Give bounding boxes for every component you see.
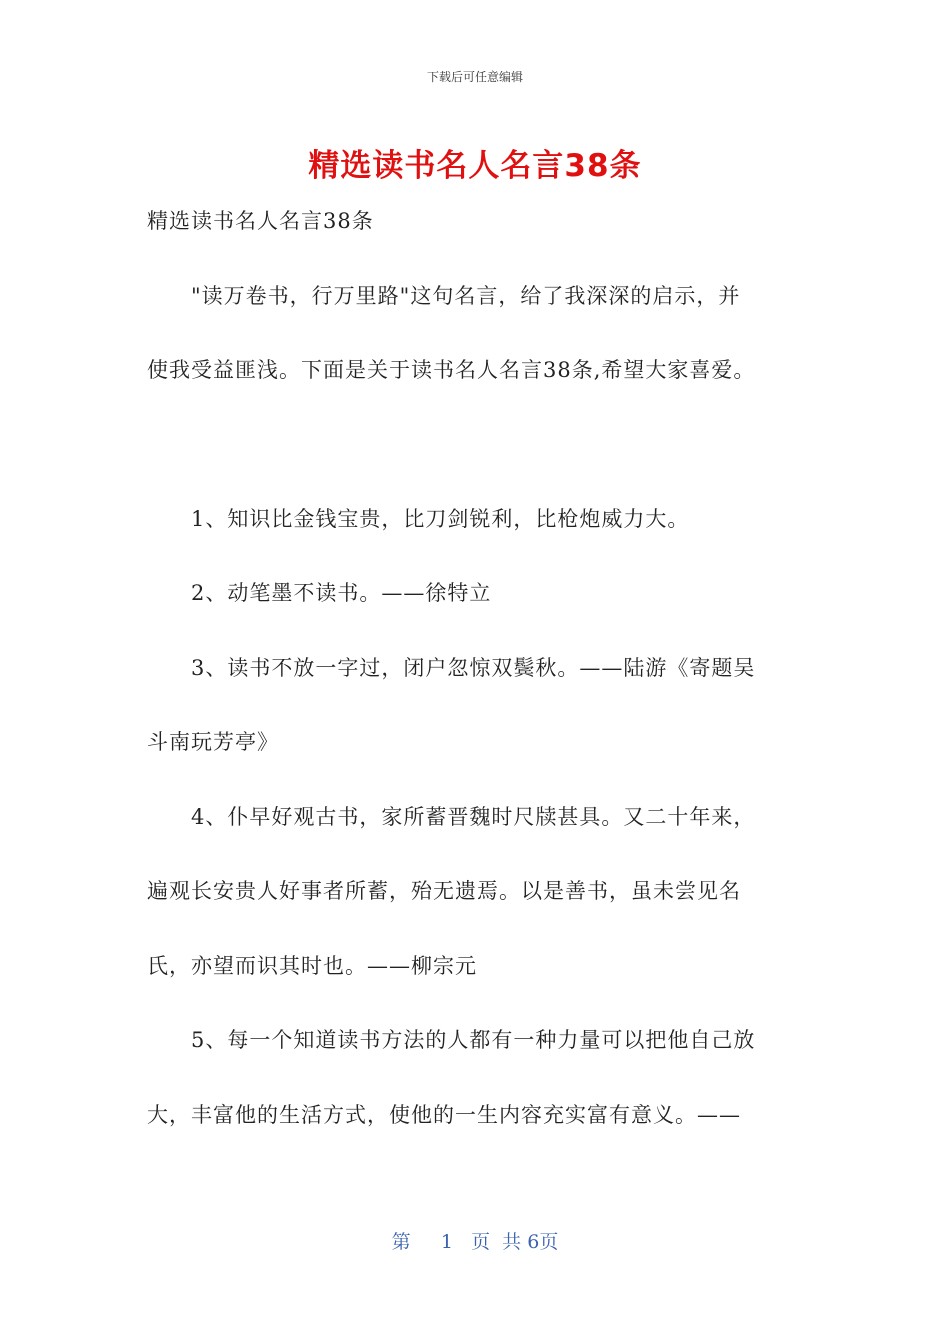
- quote-line: 3、读书不放一字过，闭户忽惊双鬓秋。——陆游《寄题吴: [147, 656, 756, 680]
- quote-line: 大，丰富他的生活方式，使他的一生内容充实富有意义。——: [147, 1103, 741, 1127]
- quote-line: 1、知识比金钱宝贵，比刀剑锐利，比枪炮威力大。: [147, 507, 690, 531]
- quote-line: 遍观长安贵人好事者所蓄，殆无遗焉。以是善书，虽未尝见名: [147, 879, 741, 903]
- quote-line: 斗南玩芳亭》: [147, 730, 279, 754]
- footer-prefix: 第: [391, 1231, 411, 1253]
- footer-suffix: 页: [539, 1231, 559, 1253]
- footer-total-pages: 6: [527, 1231, 540, 1253]
- quote-line: 氏，亦望而识其时也。——柳宗元: [147, 954, 477, 978]
- page-footer: [0, 1227, 950, 1254]
- paragraph-line: "读万卷书，行万里路"这句名言，给了我深深的启示，并: [147, 284, 741, 308]
- document-title: 精选读书名人名言38条: [308, 148, 642, 184]
- quote-line: 2、动笔墨不读书。——徐特立: [147, 581, 492, 605]
- footer-page-number: 1: [440, 1231, 453, 1253]
- header-note: 下载后可任意编辑: [426, 70, 523, 84]
- subtitle-line: 精选读书名人名言38条: [147, 209, 374, 233]
- paragraph-line: 使我受益匪浅。下面是关于读书名人名言38条,希望大家喜爱。: [147, 358, 756, 382]
- footer-middle: 页 共: [471, 1231, 522, 1253]
- quote-line: 4、仆早好观古书，家所蓄晋魏时尺牍甚具。又二十年来，: [147, 805, 756, 829]
- quote-line: 5、每一个知道读书方法的人都有一种力量可以把他自己放: [147, 1028, 756, 1052]
